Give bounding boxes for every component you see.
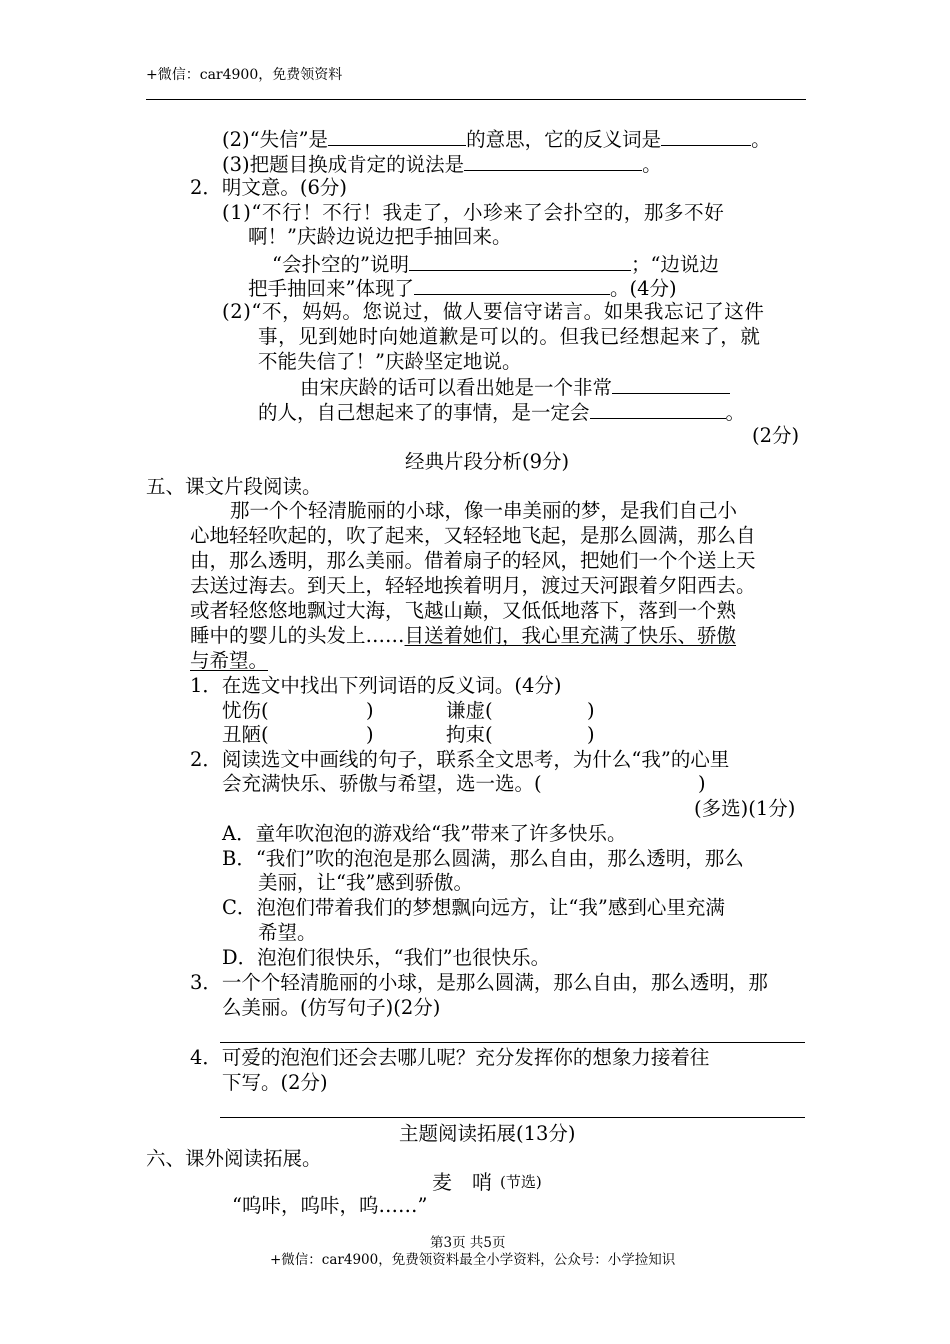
s5-q4-answer-line[interactable] [220, 1117, 805, 1118]
blank-7[interactable] [590, 399, 726, 419]
q2-sub1-line2: 啊！”庆龄边说边把手抽回来。 [248, 225, 512, 248]
s5-q2-close-paren: ) [698, 772, 706, 795]
blank-5[interactable] [414, 275, 610, 295]
s5-q4-line2: 下写。(2分) [222, 1071, 328, 1094]
header-rule [146, 99, 806, 100]
story-line-1: “呜咔，呜咔，呜……” [232, 1194, 428, 1217]
q2-sub2-line3: 不能失信了！”庆龄坚定地说。 [258, 350, 522, 373]
antonym-4-close: ) [587, 723, 595, 746]
option-c-line2: 希望。 [258, 921, 317, 944]
page-number: 第3页 共5页 [430, 1235, 506, 1251]
section5-title: 五、课文片段阅读。 [146, 475, 322, 498]
antonym-1-close: ) [366, 699, 374, 722]
passage-line-3: 由，那么透明，那么美丽。借着扇子的轻风，把她们一个个送上天 [190, 549, 756, 572]
passage-line-7 [190, 649, 268, 673]
page-header-text: +微信：car4900，免费领资料 [146, 67, 343, 83]
passage-line-4: 去送过海去。到天上，轻轻地挨着明月，渡过天河跟着夕阳西去。 [190, 574, 756, 597]
s5-q1-title: 1．在选文中找出下列词语的反义词。(4分) [190, 674, 562, 697]
antonym-4-label: 拘束( [446, 723, 493, 746]
antonym-1-label: 忧伤( [222, 699, 269, 722]
q1-sub3: (3)把题目换成肯定的说法是 。 [222, 153, 662, 176]
q2-sub1-line1: (1)“不行！不行！我走了，小珍来了会扑空的，那多不好 [222, 201, 725, 224]
s5-q2-score: (多选)(1分) [694, 797, 796, 820]
q2-sub2-q-line2: 的人，自己想起来了的事情，是一定会 。 [258, 401, 746, 424]
s5-q2-line2: 会充满快乐、骄傲与希望，选一选。( [222, 772, 542, 795]
q2-title: 2．明文意。(6分) [190, 176, 348, 199]
s5-q3-answer-line[interactable] [220, 1042, 805, 1043]
story-note: (节选) [500, 1173, 542, 1191]
s5-q3-line1: 3．一个个轻清脆丽的小球，是那么圆满，那么自由，那么透明，那 [190, 971, 768, 994]
s5-q4-line1: 4．可爱的泡泡们还会去哪儿呢？充分发挥你的想象力接着往 [190, 1046, 710, 1069]
underlined-sentence: 目送着她们，我心里充满了快乐、骄傲 [404, 624, 737, 647]
option-b-line1: B．“我们”吹的泡泡是那么圆满，那么自由，那么透明，那么 [222, 847, 744, 870]
blank-6[interactable] [612, 374, 730, 394]
blank-1[interactable] [328, 126, 466, 146]
antonym-2-label: 谦虚( [446, 699, 493, 722]
s5-q2-line1: 2．阅读选文中画线的句子，联系全文思考，为什么“我”的心里 [190, 748, 730, 771]
section-theme-heading: 主题阅读拓展(13分) [399, 1122, 576, 1145]
story-title: 麦 哨 [432, 1170, 492, 1194]
q2-sub1-q-line1: “会扑空的”说明 ；“边说边 [272, 253, 719, 276]
q2-sub2-score: (2分) [752, 424, 800, 447]
blank-4[interactable] [409, 251, 631, 271]
passage-line-6: 睡中的婴儿的头发上……目送着她们，我心里充满了快乐、骄傲 [190, 624, 737, 647]
blank-3[interactable] [464, 151, 642, 171]
antonym-2-close: ) [587, 699, 595, 722]
antonym-3-label: 丑陋( [222, 723, 269, 746]
underlined-sentence-end: 与希望。 [190, 649, 269, 672]
q1-sub2: (2)“失信”是 的意思，它的反义词是 。 [222, 128, 771, 151]
option-a: A．童年吹泡泡的游戏给“我”带来了许多快乐。 [222, 822, 627, 845]
passage-line-1: 那一个个轻清脆丽的小球，像一串美丽的梦，是我们自己小 [230, 499, 738, 522]
option-d: D．泡泡们很快乐，“我们”也很快乐。 [222, 946, 551, 969]
q2-sub1-q-line2: 把手抽回来”体现了 。(4分) [248, 277, 677, 300]
s5-q3-line2: 么美丽。(仿写句子)(2分) [222, 996, 441, 1019]
option-c-line1: C．泡泡们带着我们的梦想飘向远方，让“我”感到心里充满 [222, 896, 725, 919]
section-classic-heading: 经典片段分析(9分) [405, 450, 570, 473]
footer-ad: +微信：car4900，免费领资料最全小学资料，公众号：小学捡知识 [270, 1252, 676, 1268]
q2-sub2-line2: 事，见到她时向她道歉是可以的。但我已经想起来了，就 [258, 325, 761, 348]
blank-2[interactable] [661, 126, 751, 146]
passage-line-5: 或者轻悠悠地飘过大海，飞越山巅，又低低地落下，落到一个熟 [190, 599, 737, 622]
passage-line-2: 心地轻轻吹起的，吹了起来，又轻轻地飞起，是那么圆满，那么自 [190, 524, 756, 547]
q2-sub2-line1: (2)“不，妈妈。您说过，做人要信守诺言。如果我忘记了这件 [222, 300, 765, 323]
section6-title: 六、课外阅读拓展。 [146, 1147, 322, 1170]
option-b-line2: 美丽，让“我”感到骄傲。 [258, 871, 473, 894]
q2-sub2-q-line1: 由宋庆龄的话可以看出她是一个非常 [300, 374, 730, 400]
antonym-3-close: ) [366, 723, 374, 746]
